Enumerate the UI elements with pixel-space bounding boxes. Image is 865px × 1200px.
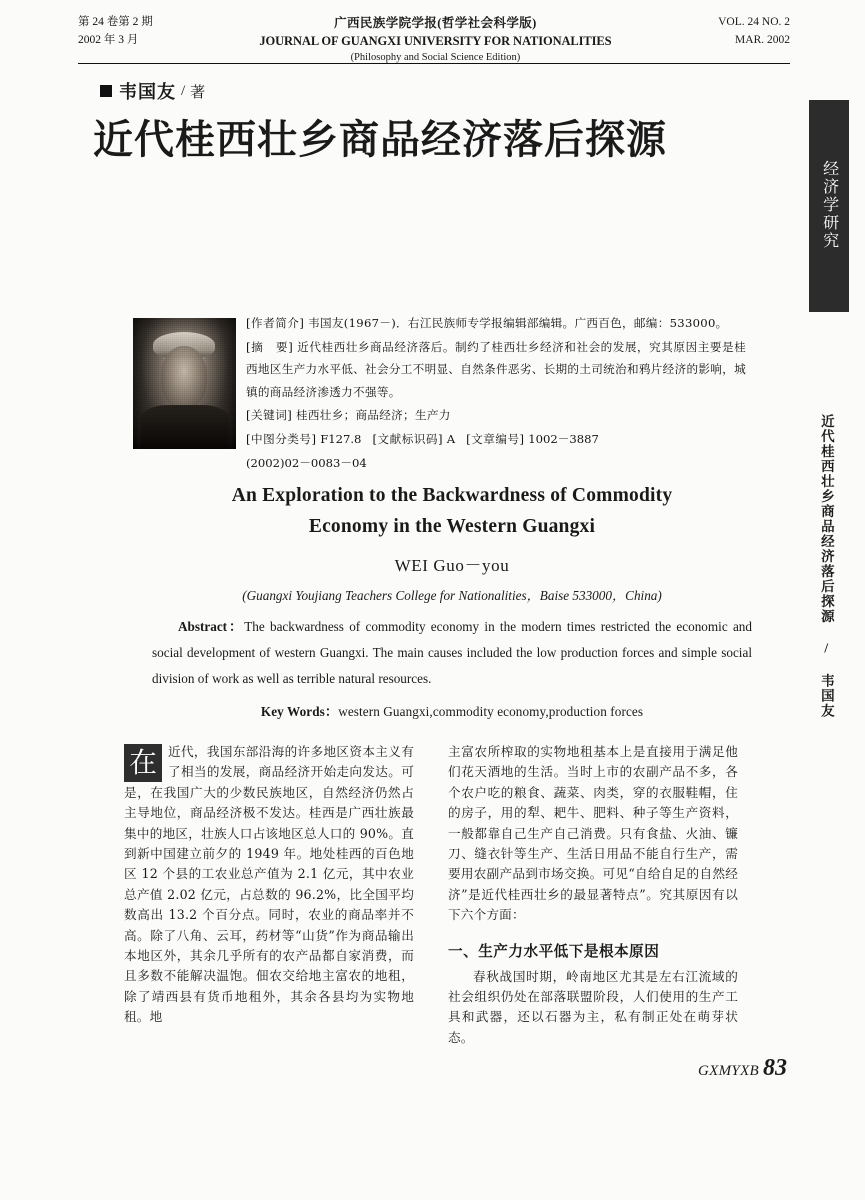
portrait-grain-overlay [133, 318, 236, 449]
header-date-line: 2002 年 3 月 [78, 33, 139, 46]
body-columns [124, 742, 738, 1062]
article-id-label: [文章编号] [466, 431, 525, 446]
english-abstract [152, 614, 752, 691]
chinese-metadata [246, 312, 746, 475]
header-divider [78, 63, 790, 64]
header-volume-info [78, 14, 153, 50]
english-author: WEI Guo－you [394, 556, 510, 576]
section-label: 经济学研究 [809, 100, 849, 312]
abstract-cn [246, 336, 746, 404]
english-affiliation: (Guangxi Youjiang Teachers College for Nationalities，Baise 533000，China) [242, 588, 662, 604]
byline-role: 著 [190, 84, 206, 101]
english-keywords [152, 701, 752, 720]
doc-code-value: A [446, 431, 456, 446]
english-title-line2: Economy in the Western Guangxi [308, 516, 596, 538]
page-header [78, 14, 790, 69]
keywords-cn-label: [关键词] [246, 408, 293, 423]
author-intro-label: [作者简介] [246, 316, 305, 330]
article-id-value: 1002－3887 [528, 431, 599, 446]
clc-label: [中图分类号] [246, 431, 317, 446]
vertical-section-strip [809, 100, 843, 806]
keywords-cn [246, 404, 746, 427]
byline-author: 韦国友 [119, 82, 176, 102]
page-footer [698, 1055, 787, 1082]
english-abstract-text: The backwardness of commodity economy in the modern times restricted the economic and social development of western Guangxi. The main causes included the low production forces and simple social division of work as well as terrible natural resources. [152, 619, 752, 686]
abstract-cn-text: 近代桂西壮乡商品经济落后。制约了桂西壮乡经济和社会的发展，究其原因主要是桂西地区生产力水平低、社会分工不明显、自然条件恶劣、长期的土司统治和鸦片经济的影响，城镇的商品经济渗透力不强等。 [246, 339, 747, 399]
body-column-right [448, 742, 738, 1062]
doc-code-label: [文献标识码] [372, 431, 444, 446]
drop-cap: 在 [124, 744, 162, 782]
header-volume-line: 第 24 卷第 2 期 [78, 16, 153, 28]
journal-title-block [259, 14, 611, 65]
bullet-square-icon [100, 85, 112, 97]
page-title: 近代桂西壮乡商品经济落后探源 [93, 116, 667, 163]
journal-title-en: JOURNAL OF GUANGXI UNIVERSITY FOR NATIONALITIES [259, 34, 612, 49]
body-paragraph-left: 近代，我国东部沿海的许多地区资本主义有了相当的发展，商品经济开始走向发达。可是，在我国广大的少数民族地区，自然经济仍然占主导地位，商品经济极不发达。桂西是广西壮族最集中的地区，壮族人口占该地区总人口的 90%。直到新中国建立前夕的 1949 年。地处桂西的百色地区 12 个县的工农业总产值为 2.1 亿元，其中农业总产值 2.02 亿元，占总数的 96.2%，比全国平均数高出 13.2 个百分点。同时，农业的商品率并不高。除了八角、云耳，药材等“山货”作为商品输出本地区外，其余几乎所有的农产品都自家消费，而且多数不能解决温饱。佃农交给地主富农的地租，除了靖西县有货币地租外，其余各县均为实物地租。地 [124, 744, 414, 1025]
keywords-cn-text: 桂西壮乡；商品经济；生产力 [296, 408, 451, 423]
abstract-cn-label: [摘 要] [246, 339, 294, 354]
english-title-line1: An Exploration to the Backwardness of Commodity [231, 485, 673, 506]
english-keywords-label: Key Words： [260, 703, 339, 719]
byline [100, 78, 205, 104]
author-portrait [133, 318, 236, 449]
english-keywords-text: western Guangxi,commodity economy,production forces [338, 703, 644, 719]
journal-subtitle-en: (Philosophy and Social Science Edition) [350, 52, 521, 64]
running-title: 近代桂西壮乡商品经济落后探源 / 韦国友 [818, 413, 834, 719]
english-title [152, 480, 752, 542]
body-column-left [124, 742, 414, 1062]
english-abstract-label: Abstract： [178, 619, 245, 635]
journal-code: GXMYXB [698, 1063, 759, 1079]
classification-row [246, 428, 746, 451]
section-heading: 一、生产力水平低下是根本原因 [448, 942, 660, 960]
header-month-year: MAR. 2002 [735, 33, 790, 46]
body-paragraph-right-2: 春秋战国时期，岭南地区尤其是左右江流域的社会组织仍处在部落联盟阶段，人们使用的生产工具和武器，还以石器为主，私有制正处在萌芽状态。 [448, 968, 738, 1045]
clc-value: F127.8 [320, 431, 362, 446]
journal-title-cn: 广西民族学院学报(哲学社会科学版) [334, 16, 537, 30]
header-issue-info [718, 14, 790, 50]
english-abstract-block [152, 480, 752, 720]
page-number: 83 [763, 1055, 787, 1081]
author-intro-text: 韦国友(1967－)．右江民族师专学报编辑部编辑。广西百色，邮编：533000。 [308, 316, 728, 330]
author-intro [246, 312, 746, 335]
header-vol-no: VOL. 24 NO. 2 [718, 16, 790, 28]
article-id-continuation: (2002)02－0083－04 [246, 455, 367, 470]
byline-slash: / [181, 82, 186, 99]
body-paragraph-right: 主富农所榨取的实物地租基本上是直接用于满足他们花天酒地的生活。当时上市的农副产品不多，各个农户吃的粮食、蔬菜、肉类，穿的衣服鞋帽，住的房子，用的犁、耙牛、肥料、种子等生产资料，一般都靠自己生产自己消费。只有食盐、火油、镰刀、缝衣针等生产、生活日用品不能自行生产，需要用农副产品到市场交换。可见“自给自足的自然经济”是近代桂西壮乡的最显著特点”。究其原因有以下六个方面： [448, 744, 738, 923]
